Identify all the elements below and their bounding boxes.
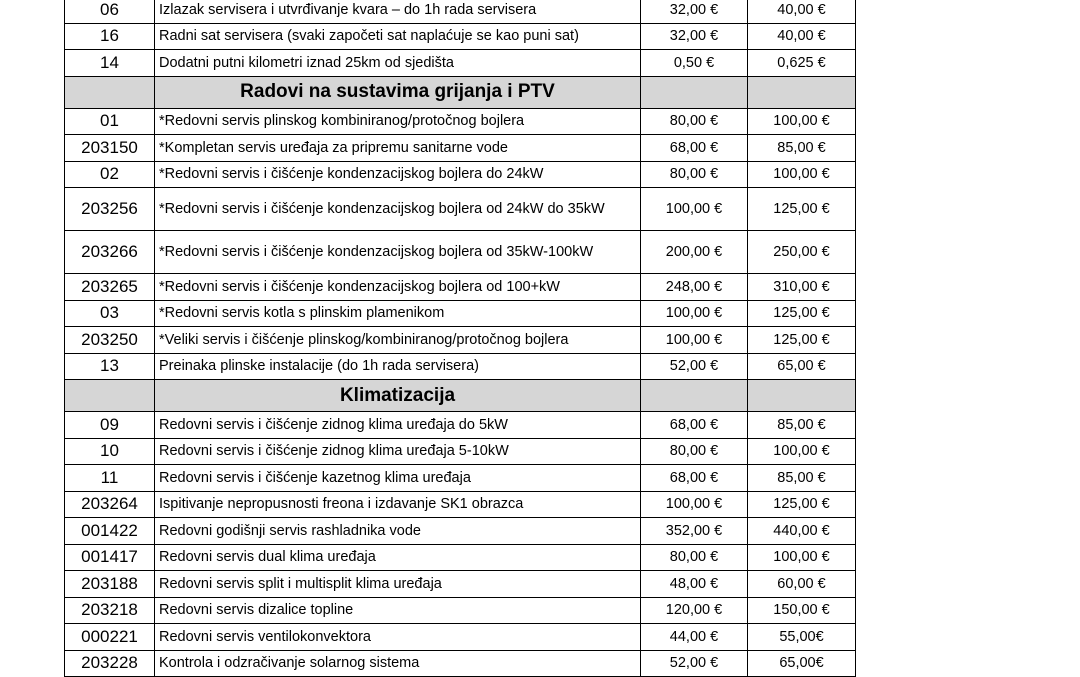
price-net: 0,50 € (641, 50, 748, 77)
service-code: 203264 (65, 491, 155, 518)
price-net: 80,00 € (641, 438, 748, 465)
service-code: 10 (65, 438, 155, 465)
price-gross: 125,00 € (748, 491, 856, 518)
section-price1-cell (641, 76, 748, 108)
service-code: 02 (65, 161, 155, 188)
service-description: *Redovni servis kotla s plinskim plamenikom (155, 300, 641, 327)
service-description: Radni sat servisera (svaki započeti sat naplaćuje se kao puni sat) (155, 23, 641, 50)
service-code: 06 (65, 0, 155, 23)
price-net: 80,00 € (641, 108, 748, 135)
service-code: 203228 (65, 650, 155, 677)
section-header-row (65, 76, 856, 108)
price-gross: 100,00 € (748, 544, 856, 571)
price-net: 68,00 € (641, 412, 748, 439)
service-description: *Redovni servis i čišćenje kondenzacijskog bojlera od 100+kW (155, 274, 641, 301)
price-gross: 60,00 € (748, 571, 856, 598)
table-row (65, 597, 856, 624)
section-price2-cell (748, 380, 856, 412)
service-description: Redovni servis ventilokonvektora (155, 624, 641, 651)
price-net: 100,00 € (641, 188, 748, 231)
service-description: *Redovni servis plinskog kombiniranog/protočnog bojlera (155, 108, 641, 135)
service-description: Redovni servis dizalice topline (155, 597, 641, 624)
table-row (65, 23, 856, 50)
service-code: 000221 (65, 624, 155, 651)
section-title: Radovi na sustavima grijanja i PTV (155, 76, 641, 108)
section-code-cell (65, 380, 155, 412)
service-description: *Redovni servis i čišćenje kondenzacijskog bojlera do 24kW (155, 161, 641, 188)
price-gross: 125,00 € (748, 300, 856, 327)
service-description: Redovni servis i čišćenje zidnog klima uređaja do 5kW (155, 412, 641, 439)
service-code: 001422 (65, 518, 155, 545)
price-net: 44,00 € (641, 624, 748, 651)
table-row (65, 353, 856, 380)
table-row (65, 465, 856, 492)
service-code: 13 (65, 353, 155, 380)
price-gross: 40,00 € (748, 0, 856, 23)
service-description: Ispitivanje nepropusnosti freona i izdavanje SK1 obrazca (155, 491, 641, 518)
table-row (65, 650, 856, 677)
service-code: 203150 (65, 135, 155, 162)
price-list-body (65, 0, 856, 677)
service-description: Izlazak servisera i utvrđivanje kvara – do 1h rada servisera (155, 0, 641, 23)
table-row (65, 491, 856, 518)
service-description: Redovni servis i čišćenje kazetnog klima uređaja (155, 465, 641, 492)
price-net: 32,00 € (641, 0, 748, 23)
table-row (65, 571, 856, 598)
price-list-table (64, 0, 856, 677)
price-gross: 0,625 € (748, 50, 856, 77)
price-net: 120,00 € (641, 597, 748, 624)
service-description: Preinaka plinske instalacije (do 1h rada servisera) (155, 353, 641, 380)
service-code: 203250 (65, 327, 155, 354)
price-net: 100,00 € (641, 491, 748, 518)
price-gross: 250,00 € (748, 231, 856, 274)
service-description: Dodatni putni kilometri iznad 25km od sjedišta (155, 50, 641, 77)
table-row (65, 438, 856, 465)
service-code: 001417 (65, 544, 155, 571)
service-code: 01 (65, 108, 155, 135)
table-row (65, 544, 856, 571)
service-code: 203188 (65, 571, 155, 598)
service-description: Redovni servis i čišćenje zidnog klima uređaja 5-10kW (155, 438, 641, 465)
price-gross: 150,00 € (748, 597, 856, 624)
price-gross: 65,00 € (748, 353, 856, 380)
service-code: 03 (65, 300, 155, 327)
table-row (65, 161, 856, 188)
price-gross: 100,00 € (748, 161, 856, 188)
price-net: 32,00 € (641, 23, 748, 50)
table-row (65, 50, 856, 77)
price-gross: 125,00 € (748, 188, 856, 231)
service-description: *Veliki servis i čišćenje plinskog/kombiniranog/protočnog bojlera (155, 327, 641, 354)
price-gross: 100,00 € (748, 108, 856, 135)
table-row (65, 0, 856, 23)
table-row (65, 188, 856, 231)
table-row (65, 412, 856, 439)
service-code: 16 (65, 23, 155, 50)
table-row (65, 327, 856, 354)
price-gross: 85,00 € (748, 135, 856, 162)
table-row (65, 135, 856, 162)
price-gross: 65,00€ (748, 650, 856, 677)
price-gross: 125,00 € (748, 327, 856, 354)
service-code: 203218 (65, 597, 155, 624)
service-code: 203266 (65, 231, 155, 274)
service-code: 11 (65, 465, 155, 492)
section-title: Klimatizacija (155, 380, 641, 412)
service-code: 203256 (65, 188, 155, 231)
service-description: Redovni servis dual klima uređaja (155, 544, 641, 571)
service-description: *Redovni servis i čišćenje kondenzacijskog bojlera od 35kW-100kW (155, 231, 641, 274)
table-row (65, 274, 856, 301)
service-code: 14 (65, 50, 155, 77)
price-net: 52,00 € (641, 353, 748, 380)
price-net: 100,00 € (641, 300, 748, 327)
price-net: 48,00 € (641, 571, 748, 598)
price-net: 248,00 € (641, 274, 748, 301)
service-code: 09 (65, 412, 155, 439)
table-row (65, 231, 856, 274)
price-gross: 55,00€ (748, 624, 856, 651)
price-gross: 310,00 € (748, 274, 856, 301)
service-code: 203265 (65, 274, 155, 301)
price-gross: 85,00 € (748, 465, 856, 492)
section-price2-cell (748, 76, 856, 108)
price-gross: 85,00 € (748, 412, 856, 439)
price-net: 80,00 € (641, 544, 748, 571)
price-net: 52,00 € (641, 650, 748, 677)
price-net: 80,00 € (641, 161, 748, 188)
price-gross: 100,00 € (748, 438, 856, 465)
section-header-row (65, 380, 856, 412)
price-net: 352,00 € (641, 518, 748, 545)
price-net: 200,00 € (641, 231, 748, 274)
table-row (65, 108, 856, 135)
service-description: Redovni godišnji servis rashladnika vode (155, 518, 641, 545)
table-row (65, 300, 856, 327)
service-description: *Kompletan servis uređaja za pripremu sanitarne vode (155, 135, 641, 162)
price-gross: 440,00 € (748, 518, 856, 545)
price-net: 68,00 € (641, 465, 748, 492)
table-row (65, 518, 856, 545)
price-gross: 40,00 € (748, 23, 856, 50)
price-net: 68,00 € (641, 135, 748, 162)
service-description: Redovni servis split i multisplit klima uređaja (155, 571, 641, 598)
table-row (65, 624, 856, 651)
price-net: 100,00 € (641, 327, 748, 354)
service-description: Kontrola i odzračivanje solarnog sistema (155, 650, 641, 677)
section-code-cell (65, 76, 155, 108)
section-price1-cell (641, 380, 748, 412)
service-description: *Redovni servis i čišćenje kondenzacijskog bojlera od 24kW do 35kW (155, 188, 641, 231)
